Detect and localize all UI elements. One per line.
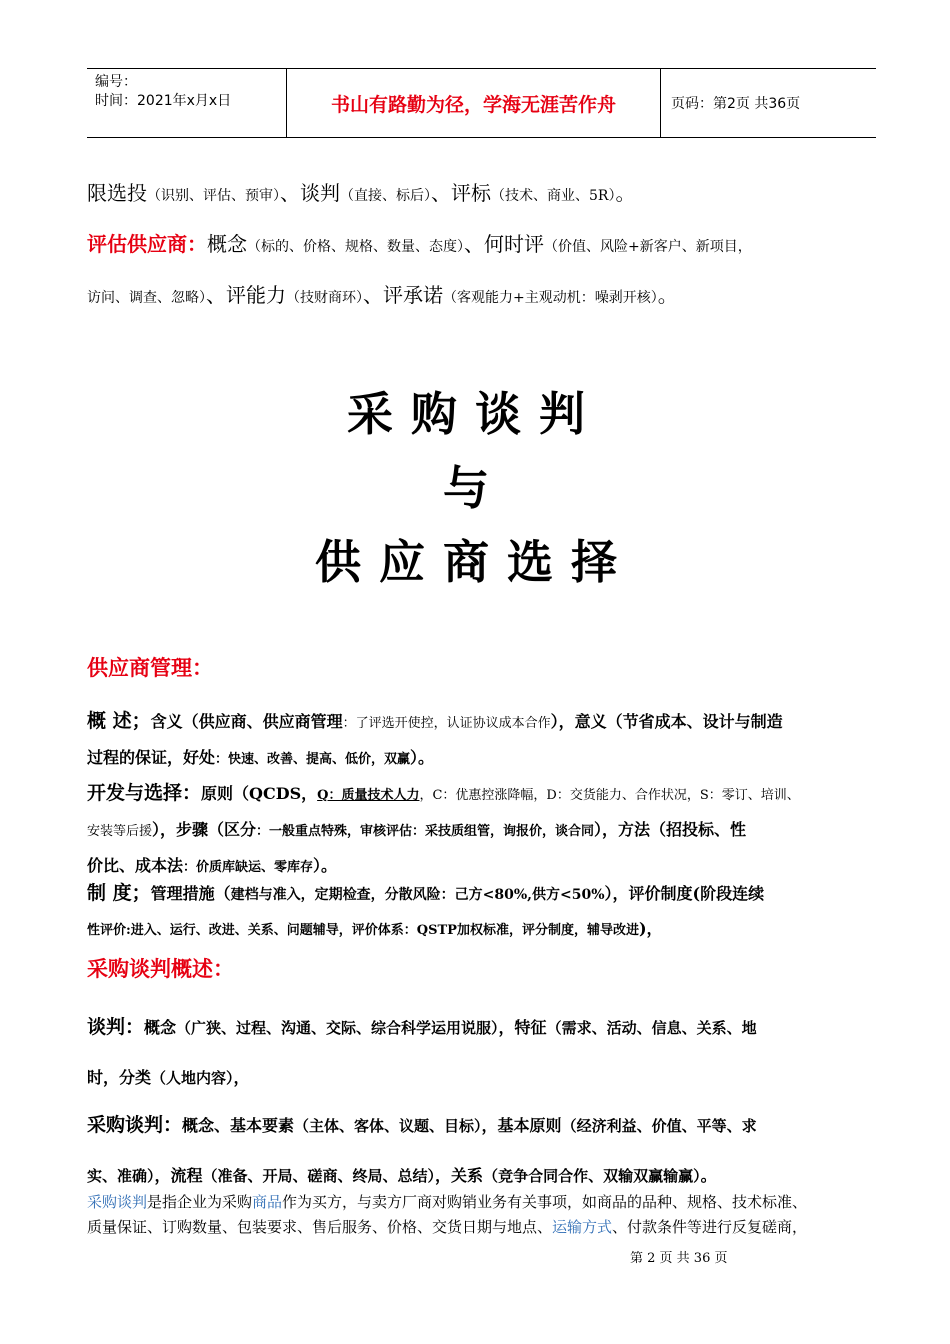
intro-text: 、评承诺 [363,283,443,307]
sec1-para-system [87,876,887,948]
para-text: ），方法（招投标、性 [594,820,747,839]
para-text: ：一般重点特殊，审核评估：采技质组管，询报价，谈合同 [256,824,595,839]
section-heading-supplier-management: 供应商管理： [87,656,213,680]
para-text: （广狭、过程、沟通、交际、综合科学运用说服） [176,1019,499,1037]
para-text: 概念 [144,1018,177,1037]
header-motto: 书山有路勤为径，学海无涯苦作舟 [287,69,661,137]
para-text: ，基本原则 [481,1116,562,1135]
para-text: )， [638,919,663,938]
intro-text: 。 [657,283,678,307]
para-text: （人地内容） [151,1069,234,1087]
para-text: ），意义（节省成本、设计与制造 [550,712,783,731]
intro-text: 。 [615,181,636,205]
para-label: 制 度； [87,882,151,904]
title-line-1: 采购谈判 [347,387,603,441]
sec1-para-development [87,776,887,885]
header-time: 时间：2021年x月x日 [95,93,232,109]
para-text: 、付款条件等进行反复磋商， [612,1218,808,1236]
para-text: ：了评选开使控，认证协议成本合作 [342,716,551,731]
para-text: ：快速、改善、提高、低价，双赢 [215,752,411,767]
intro-text: （技财商环） [286,290,363,306]
intro-text: （识别、评估、预审） [147,188,280,204]
intro-text: （标的、价格、规格、数量、态度） [247,239,464,255]
para-text: ：价质库缺运、零库存 [183,860,314,875]
para-text: 质量保证、订购数量、包装要求、售后服务、价格、交货日期与地点、 [87,1218,553,1236]
para-text: ），步骤（区分 [152,820,257,839]
link-procurement-negotiation[interactable]: 采购谈判 [87,1193,148,1211]
intro-text: （客观能力+主观动机：噪剥开核） [443,290,658,306]
intro-line-3 [87,280,887,313]
para-text: （需求、活动、信息、关系、地 [546,1019,757,1037]
page-footer: 第 2 页 共 36 页 [630,1251,728,1266]
intro-text: （技术、商业、5R） [491,188,616,204]
intro-text: 限选投 [87,181,147,205]
para-text: 原则（QCDS， [201,784,318,803]
para-label: 开发与选择： [87,782,202,804]
sec2-para-definition [87,1190,887,1240]
link-transport-mode[interactable]: 运输方式 [552,1218,613,1236]
title-line-3: 供应商选择 [315,535,635,589]
intro-line-1 [87,178,887,211]
para-text: 概念、基本要素 [182,1116,295,1135]
para-text: ，特征 [498,1018,547,1037]
intro-text: 、何时评 [464,232,544,256]
intro-text: 、评标 [431,181,491,205]
para-text: ，流程 [154,1166,203,1185]
para-text: ）。 [410,748,435,767]
intro-text: 、评能力 [206,283,286,307]
para-text: （准备、开局、磋商、终局、总结） [202,1167,436,1185]
para-text: 是指企业为采购 [147,1193,253,1211]
evaluate-supplier-heading: 评估供应商： [87,232,207,256]
header-page: 页码：第2页 共36页 [671,96,801,112]
sec1-para-overview [87,704,887,777]
para-text: 分类 [119,1068,152,1087]
para-label: 概 述； [87,710,151,732]
para-text: ，关系 [435,1166,484,1185]
sec2-para-procurement-negotiation [87,1100,887,1201]
sec2-para-negotiation [87,1002,887,1103]
para-text: Q：质量技术人力 [317,788,420,803]
para-text: 作为买方，与卖方厂商对购销业务有关事项，如商品的品种、规格、技术标准、 [282,1193,808,1211]
para-text: 性评价:进入、运行、改进、关系、问题辅导，评价体系：QSTP加权标准，评分制度，辅导改进 [87,923,639,938]
intro-text: （价值、风险+新客户、新项目， [544,239,752,255]
header-number: 编号： [95,74,137,90]
para-text: 时， [87,1068,120,1087]
para-text: 。 [700,1166,717,1185]
para-text: 过程的保证，好处 [87,748,216,767]
para-text: 建档与准入，定期检查，分散风险：己方<80%,供方<50% [230,887,605,903]
para-text: 价比、成本法 [87,856,184,875]
para-text: ， [233,1068,250,1087]
link-goods[interactable]: 商品 [252,1193,283,1211]
title-line-2: 与 [443,461,507,515]
intro-text: 、谈判 [280,181,340,205]
para-text: 实、准确） [87,1167,155,1185]
para-text: ）。 [313,856,338,875]
para-text: 安装等后援 [87,824,153,839]
page-header [87,68,876,138]
intro-text: （直接、标后） [340,188,431,204]
intro-text: 访问、调查、忽略） [87,290,206,306]
intro-line-2 [87,229,887,262]
para-text: ，C：优惠控涨降幅，D：交货能力、合作状况，S：零订、培训、 [419,788,800,803]
para-text: （竞争合同合作、双输双赢输赢） [483,1167,701,1185]
para-text: 含义（供应商、供应商管理 [150,712,343,731]
para-text: 阶段连续 [700,884,765,903]
para-text: ），评价制度( [604,884,701,903]
para-label: 采购谈判： [87,1114,183,1136]
intro-text: 概念 [207,232,247,256]
header-meta [87,69,287,137]
section-heading-negotiation-overview: 采购谈判概述： [87,957,234,981]
para-text: （经济利益、价值、平等、求 [561,1117,757,1135]
para-label: 谈判： [87,1016,145,1038]
para-text: （主体、客体、议题、目标） [294,1117,482,1135]
para-text: 管理措施（ [150,884,231,903]
